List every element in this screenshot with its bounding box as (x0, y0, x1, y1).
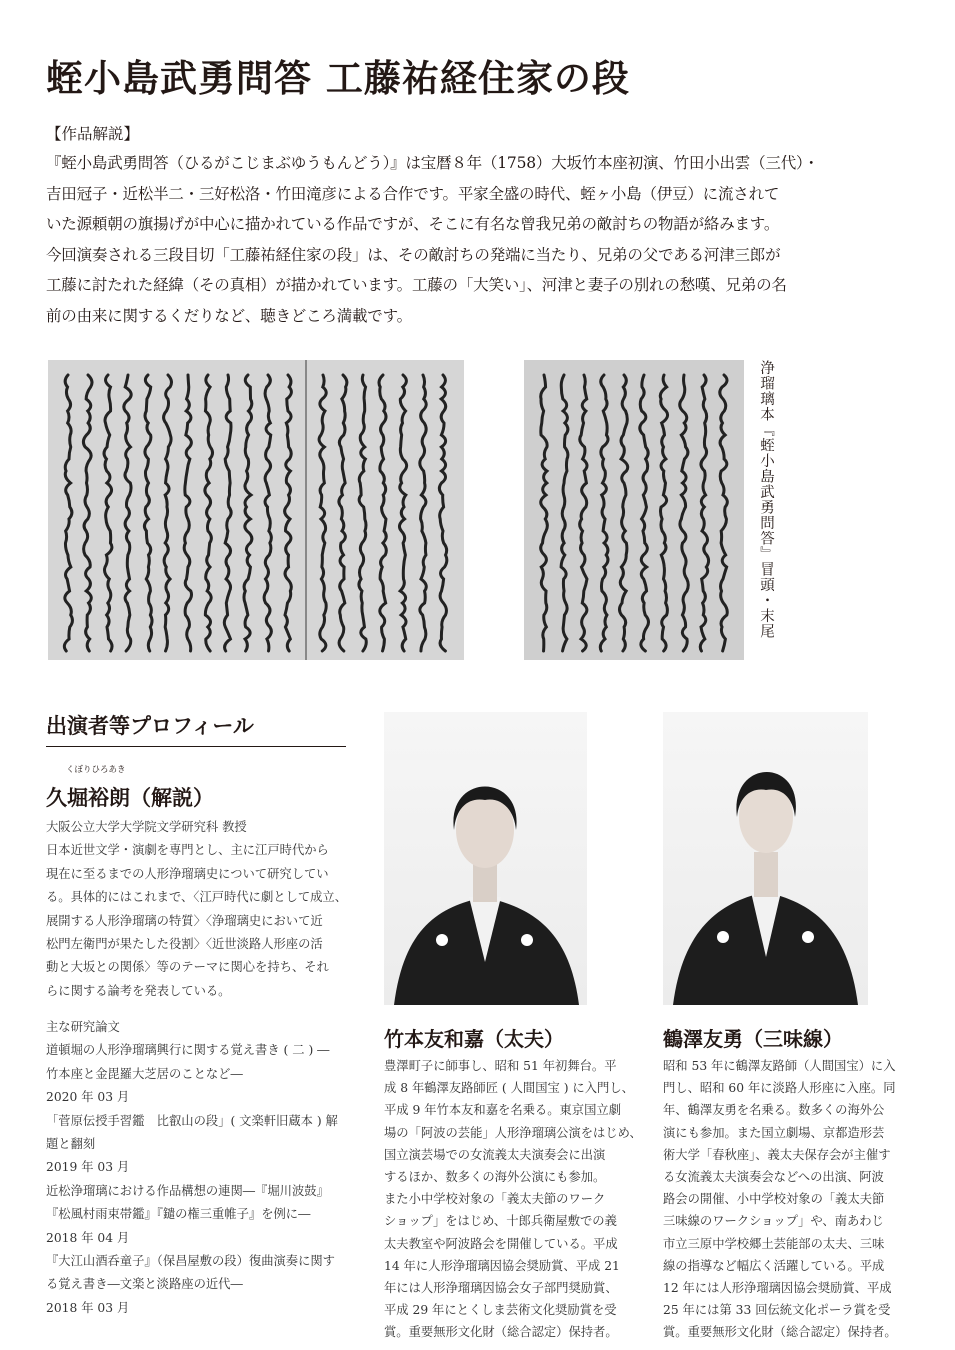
image-caption: 浄瑠璃本『蛭小島武勇問答』冒頭・末尾 (758, 360, 774, 639)
manuscript-script-graphic (524, 360, 744, 660)
performer2-photo (663, 712, 868, 1005)
name-ruby: くぼりひろあき (66, 765, 126, 775)
manuscript-image-opening (48, 360, 464, 660)
manuscript-script-graphic (48, 360, 464, 660)
page-title: 蛭小島武勇問答 工藤祐経住家の段 (46, 56, 630, 100)
performer1-name: 竹本友和嘉（太夫） (384, 1027, 564, 1051)
performer2-name: 鶴澤友勇（三味線） (663, 1027, 843, 1051)
research-papers-list: 主な研究論文 道頓堀の人形浄瑠璃興行に関する覚え書き ( 二 ) ― 竹本座と金毘羅大芝居のことなど― 2020 年 03 月 「菅原伝授手習鑑 比叡山の段」( 文楽軒旧蔵本 ) 解 題と翻刻 2019 年 03 月 近松浄瑠璃における作品構想の連関―『堀川波鼓』 『松風村雨束帯鑑』『鑓の権三重帷子』を例に― 2018 年 04 月 『大江山酒呑童子』（保昌屋敷の段）復曲演奏に関す る覚え書き―文楽と淡路座の近代― 2018 年 03 月 (46, 1020, 338, 1315)
commentator-bio: 大阪公立大学大学院文学研究科 教授 日本近世文学・演劇を専門とし、主に江戸時代から 現在に至るまでの人形浄瑠璃史について研究してい る。具体的にはこれまで、〈江戸時代に劇として成立、 展開する人形浄瑠璃の特質〉〈浄瑠璃史において近 松門左衛門が果たした役割〉〈近世淡路人形座の活 動と大坂との関係〉等のテーマに関心を持ち、それ らに関する論考を発表している。 (46, 820, 348, 998)
profiles-heading: 出演者等プロフィール (46, 710, 346, 747)
work-commentary-text: 『蛭小島武勇問答（ひるがこじまぶゆうもんどう）』は宝暦８年（1758）大坂竹本座初演、竹田小出雲（三代）・ 吉田冠子・近松半二・三好松洛・竹田滝彦による合作です。平家全盛の時代、蛭ヶ小島（伊豆）に流されて いた源頼朝の旗揚げが中心に描かれている作品ですが、そこに有名な曾我兄弟の敵討ちの物語が絡みます。 今回演奏される三段目切「工藤祐経住家の段」は、その敵討ちの発端に当たり、兄弟の父である河津三郎が 工藤に討たれた経緯（その真相）が描かれています。工藤の「大笑い」、河津と妻子の別れの愁嘆、兄弟の名 前の由来に関するくだりなど、聴きどころ満載です。 (46, 154, 819, 325)
manuscript-image-ending (524, 360, 744, 660)
commentator-name: 久堀裕朗（解説） (46, 785, 214, 810)
performer1-photo (384, 712, 587, 1005)
performer2-bio: 昭和 53 年に鶴澤友路師（人間国宝）に入 門し、昭和 60 年に淡路人形座に入座。同 年、鶴澤友勇を名乗る。数多くの海外公 演にも参加。また国立劇場、京都造形芸 術大学「春秋座」、義太夫保存会が主催す る女流義太夫演奏会などへの出演、阿波 路会の開催、小中学校対象の「義太夫節 三味線のワークショップ」や、南あわじ 市立三原中学校郷土芸能部の太夫、三味 線の指導など幅広く活躍している。平成 12 年には人形浄瑠璃因協会奨励賞、平成 25 年には第 33 回伝統文化ポーラ賞を受 賞。重要無形文化財（総合認定）保持者。 (663, 1059, 897, 1340)
performer1-bio: 豊澤町子に師事し、昭和 51 年初舞台。平 成 8 年鶴澤友路師匠 ( 人間国宝 ) に入門し、 平成 9 年竹本友和嘉を名乗る。東京国立劇 場の「阿波の芸能」人形浄瑠璃公演をはじめ、 国立演芸場での女流義太夫演奏会に出演 するほか、数多くの海外公演にも参加。 また小中学校対象の「義太夫節のワーク ショップ」をはじめ、十郎兵衛屋敷での義 太夫教室や阿波路会を開催している。平成 14 年に人形浄瑠璃因協会奨励賞、平成 21 年には人形浄瑠璃因協会女子部門奨励賞、 平成 29 年にとくしま芸術文化奨励賞を受 賞。重要無形文化財（総合認定）保持者。 (384, 1059, 642, 1340)
portrait-graphic (663, 712, 868, 1005)
section-label-work-commentary: 【作品解説】 (46, 125, 140, 143)
portrait-graphic (384, 712, 587, 1005)
